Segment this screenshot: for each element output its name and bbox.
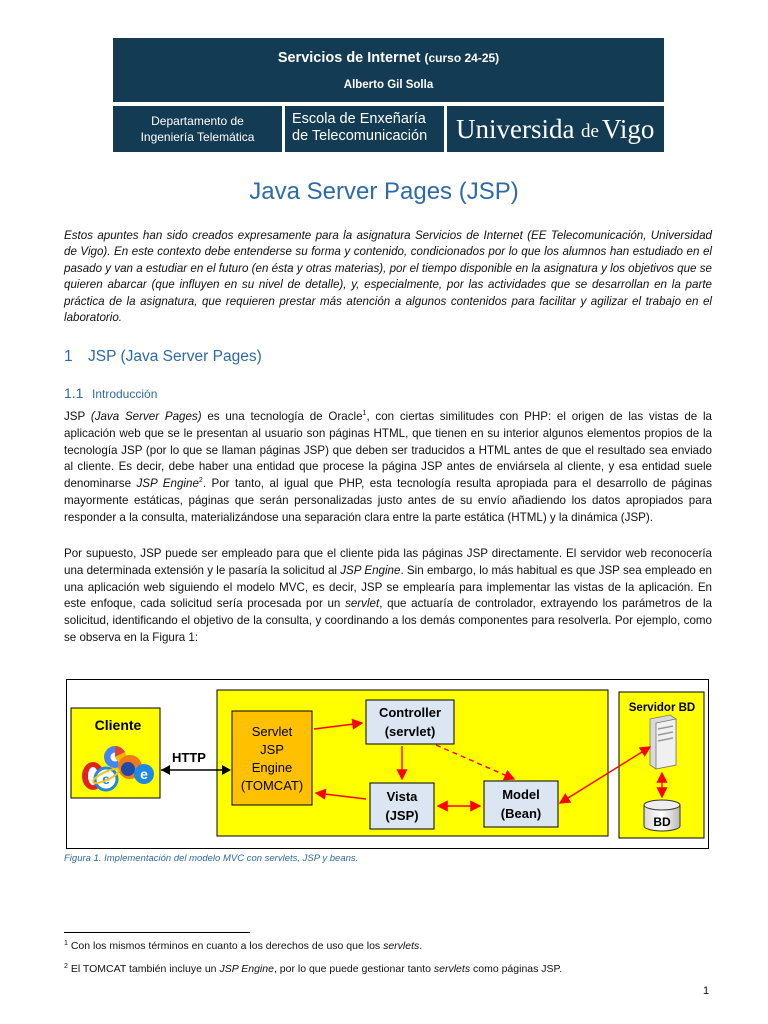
- footnote-number: 2: [64, 963, 68, 970]
- text-run: JSP: [64, 410, 91, 423]
- text-run-italic: JSP Engine: [136, 477, 199, 491]
- vista-line1: Vista: [386, 789, 418, 804]
- text-run: .: [419, 940, 423, 952]
- svg-text:e: e: [140, 766, 148, 782]
- controller-line1: Controller: [378, 705, 442, 720]
- university-logo-part2: de: [581, 121, 599, 142]
- mvc-figure: [66, 679, 709, 849]
- model-line1: Model: [502, 787, 540, 802]
- course-name: Servicios de Internet: [277, 50, 421, 66]
- controller-line2: (servlet): [384, 724, 436, 739]
- text-run: Por supuesto, JSP puede ser empleado para que el cliente pida las páginas JSP directamente. El servidor web reconocería una determinada extensión y le pasaría la solicitud al: [64, 547, 712, 577]
- text-run: . Sin embargo, lo más habitual es que JSP sea empleado en una aplicación web siguiendo el modelo MVC, es decir, JSP se emplearía para implementar las vistas de la aplicación. En este enfoque, cada solicitud sería procesada por un: [64, 563, 712, 611]
- cliente-label: Cliente: [94, 717, 142, 733]
- text-run: . Por tanto, al igual que PHP, esta tecnología resulta apropiada para el desarrollo de páginas mayormente estáticas, páginas que serán personalizadas justo antes de su envío añadiendo los datos apropiados para responder a la consulta, materializándose una separación clara entre la parte estática (HTML) y la dinámica (JSP).: [64, 477, 712, 524]
- section-heading-1: [64, 348, 262, 366]
- servlet-engine-line4: (TOMCAT): [240, 778, 304, 793]
- subsection-heading-1-1: [64, 385, 157, 401]
- text-run: , por lo que puede gestionar tanto: [273, 963, 434, 975]
- school-line2: de Telecomunicación: [292, 128, 428, 144]
- school-line1: Escola de Enxeñaría: [292, 111, 426, 127]
- department-cell: [113, 106, 282, 152]
- ie-browser-icon: e: [102, 771, 110, 787]
- server-tower-icon: [650, 715, 676, 769]
- footnote-ref-1[interactable]: 1: [362, 410, 367, 417]
- text-run: , con ciertas similitudes con PHP: el origen de las vistas de la aplicación web que se le presentan al usuario son páginas HTML, que tienen en su interior algunos elementos propios de la tecnología JSP (por lo que se llaman páginas JSP) que deben ser traducidos a HTML antes de que el resultado sea enviado al cliente. Es decir, debe haber una entidad que procese la página JSP antes de enviársela al cliente, y esa entidad suele denominarse: [64, 410, 713, 491]
- author-name: Alberto Gil Solla: [343, 79, 434, 91]
- text-run-italic: JSP Engine: [219, 963, 274, 975]
- footnote-number: 1: [64, 940, 68, 947]
- course-title: [113, 50, 664, 66]
- footnote-separator: [64, 932, 250, 933]
- university-logo-part3: Vigo: [602, 114, 655, 144]
- servlet-engine-line3: Engine: [251, 760, 293, 775]
- footnote-2: [64, 963, 562, 975]
- text-run: Con los mismos términos en cuanto a los derechos de uso que los: [67, 940, 384, 952]
- school-cell: [285, 106, 444, 152]
- text-run-italic: servlets: [383, 940, 420, 952]
- servlet-engine-line2: JSP: [260, 742, 284, 757]
- vista-line2: (JSP): [385, 808, 419, 823]
- course-year: (curso 24-25): [424, 51, 500, 65]
- subsection-number: 1.1: [64, 385, 84, 401]
- text-run-italic: (Java Server Pages): [90, 410, 202, 423]
- bd-label: BD: [653, 815, 671, 829]
- body-paragraph-1: [64, 409, 712, 527]
- figure-caption: Figura 1. Implementación del modelo MVC con servlets, JSP y beans.: [64, 853, 359, 864]
- course-banner: [113, 38, 664, 102]
- text-run-italic: servlet: [345, 597, 380, 611]
- footnote-ref-2[interactable]: 2: [198, 477, 203, 485]
- text-run: es una tecnología de Oracle: [201, 410, 363, 423]
- body-paragraph-2: [64, 546, 712, 647]
- document-title: Java Server Pages (JSP): [249, 178, 519, 205]
- http-label: HTTP: [172, 750, 206, 765]
- servlet-engine-line1: Servlet: [251, 724, 293, 739]
- department-line2: Ingeniería Telemática: [140, 130, 255, 144]
- footnote-1: [64, 940, 422, 952]
- section-number: 1: [64, 348, 73, 365]
- university-logo: [447, 106, 664, 152]
- text-run: como páginas JSP.: [470, 963, 563, 975]
- subsection-title: Introducción: [92, 387, 158, 401]
- section-title: JSP (Java Server Pages): [88, 348, 262, 365]
- abstract-paragraph: Estos apuntes han sido creados expresamente para la asignatura Servicios de Internet (EE Telecomunicación, Universidad de Vigo). En este contexto debe entenderse su forma y contenido, condicionados por lo que los alumnos han estudiado en el pasado y van a estudiar en el futuro (en ésta y otras materias), por el tiempo disponible en la asignatura y los objetivos que se quieren abarcar (que influyen en su nivel de detalle), y, especialmente, por las actividades que se desarrollan en la parte práctica de la asignatura, que requieren prestar más atención a algunos contenidos para facilitar y agilizar el trabajo en el laboratorio.: [64, 229, 712, 325]
- page-number: 1: [703, 985, 710, 997]
- university-logo-part1: Universida: [456, 114, 575, 144]
- database-cylinder-icon: [644, 800, 680, 831]
- text-run-italic: JSP Engine: [340, 563, 401, 577]
- model-line2: (Bean): [500, 806, 542, 821]
- servidor-bd-label: Servidor BD: [628, 702, 696, 714]
- department-line1: Departamento de: [151, 114, 244, 128]
- text-run-italic: servlets: [433, 963, 471, 975]
- text-run: El TOMCAT también incluye un: [67, 963, 220, 975]
- text-run: , que actuaría de controlador, extrayendo los parámetros de la solicitud, identificando el objetivo de la consulta, y coordinando a los demás componentes para resolverla. Por ejemplo, como se observa en la Figura 1:: [64, 597, 712, 644]
